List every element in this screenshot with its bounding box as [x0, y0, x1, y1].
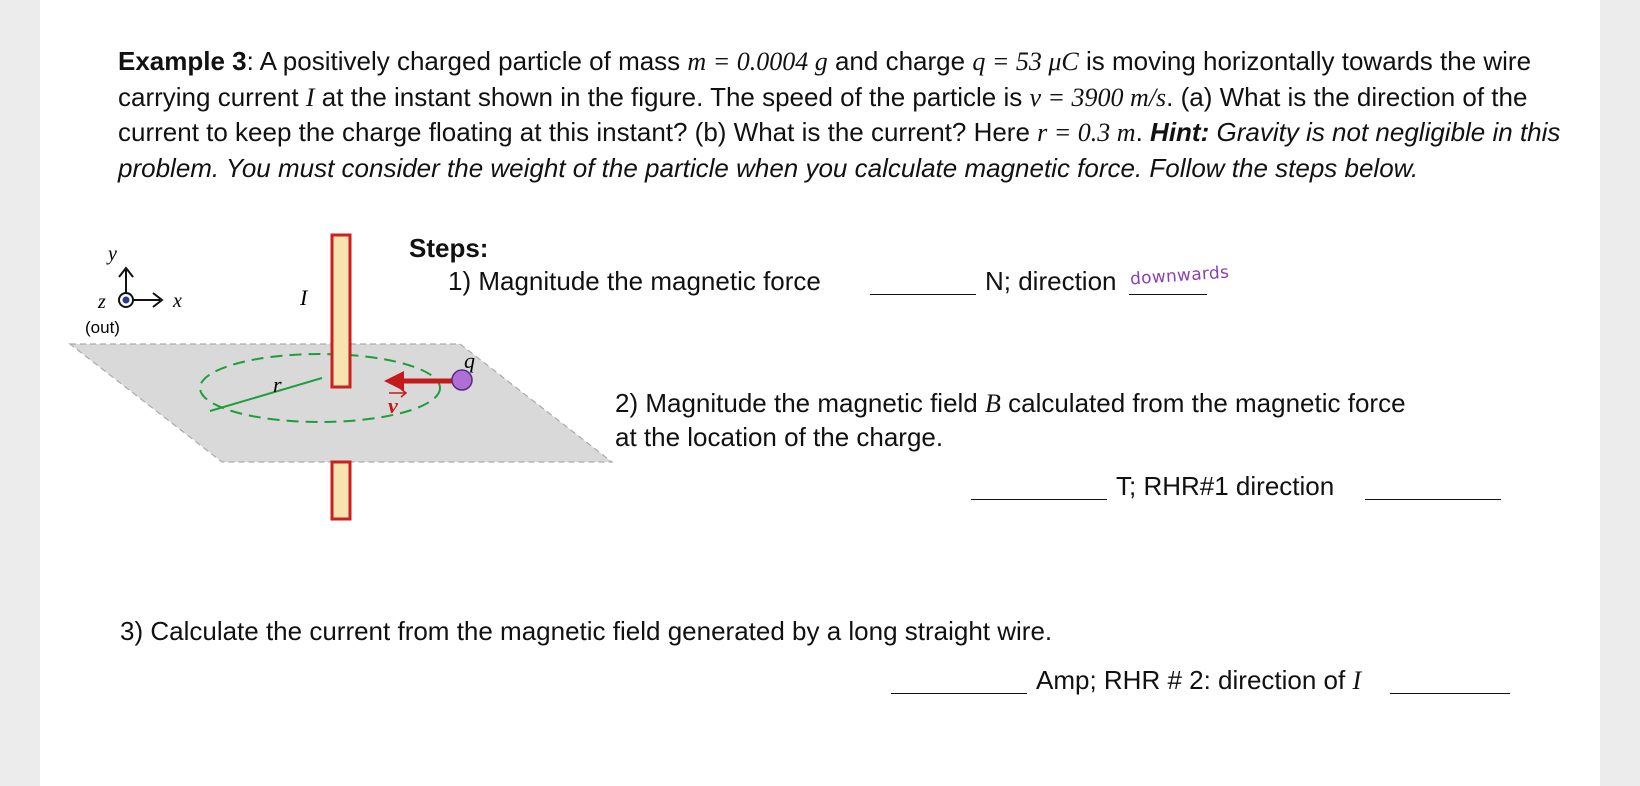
step-2-unit: T; RHR#1 direction [1116, 471, 1335, 501]
hint-label: Hint: [1150, 117, 1210, 147]
wire-upper-segment [332, 235, 350, 387]
step-1-handwritten-answer: downwards [1129, 262, 1230, 290]
y-axis-label: y [108, 243, 117, 265]
current-symbol: I [305, 82, 315, 112]
step-2-text-line1: 2) Magnitude the magnetic field B calculated from the magnetic force [615, 388, 1406, 418]
step-1-force-blank[interactable] [870, 272, 976, 295]
step-2-text-line2: at the location of the charge. [615, 422, 944, 452]
coordinate-axes [85, 243, 182, 337]
wire-lower-segment [332, 462, 350, 519]
example-label: Example 3 [118, 46, 247, 76]
step-3-unit: Amp; RHR # 2: direction of I [1036, 665, 1362, 695]
z-axis-out-dot [123, 297, 130, 304]
charge-label: q [464, 348, 475, 373]
speed-equation: v = 3900 m/s [1029, 82, 1167, 112]
charge-equation: q = 53 μC [972, 47, 1079, 76]
radius-label: r [273, 372, 282, 397]
wire-current-label: I [300, 285, 308, 310]
step-3-text: 3) Calculate the current from the magnetic field generated by a long straight wire. [120, 616, 1053, 646]
problem-statement: Example 3: A positively charged particle of mass m = 0.0004 g and charge q = 53 μC is moving horizontally towards the wire carrying current I at the instant shown in the figure. The speed of the particle is v = 3900 m/s. (a) What is the direction of the current to keep the charge floating at this instant? (b) What is the current? Here r = 0.3 m. Hint: Gravity is not negligible in this problem. You must consider the weight of the particle when you calculate magnetic force. Follow the steps below. [118, 46, 1561, 183]
steps-heading: Steps: [409, 233, 489, 263]
step-2-direction-blank[interactable] [1365, 477, 1501, 500]
step-1-text: 1) Magnitude the magnetic force [448, 266, 821, 296]
step-2-field-blank[interactable] [971, 477, 1107, 500]
mass-equation: m = 0.0004 g [687, 47, 828, 76]
step-3-current-blank[interactable] [891, 671, 1027, 694]
x-axis-label: x [173, 290, 182, 312]
z-axis-out-note: (out) [85, 318, 120, 337]
radius-equation: r = 0.3 m [1037, 118, 1136, 147]
step-3-direction-blank[interactable] [1390, 671, 1510, 694]
current-symbol-step3: I [1352, 666, 1362, 695]
hint-text: Gravity is not negligible in this problem. You must consider the weight of the particle when you calculate magnetic force. Follow the steps below. [118, 117, 1561, 183]
document-page [40, 0, 1600, 786]
field-symbol: B [985, 389, 1001, 418]
charged-particle [452, 370, 472, 390]
step-1-unit: N; direction [985, 266, 1117, 296]
z-axis-label: z [98, 291, 106, 313]
velocity-label: v [388, 393, 398, 418]
